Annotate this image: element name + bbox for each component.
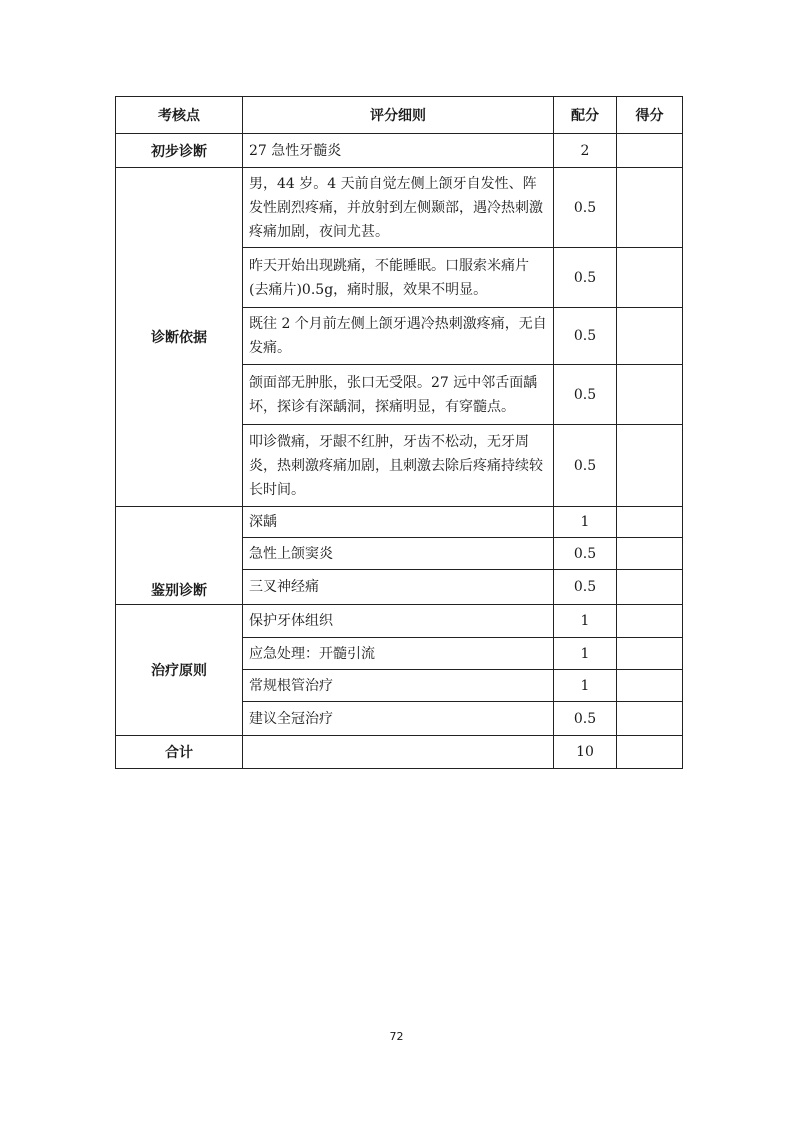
criterion-text: 昨天开始出现跳痛，不能睡眠。口服索米痛片(去痛片)0.5g，痛时服，效果不明显。 — [243, 248, 554, 308]
section-label: 治疗原则 — [116, 605, 243, 736]
header-row — [116, 97, 683, 134]
table-body — [116, 134, 683, 769]
criterion-text: 保护牙体组织 — [243, 605, 554, 638]
score-value: 1 — [554, 507, 617, 538]
criterion-text: 应急处理：开髓引流 — [243, 638, 554, 670]
criterion-text: 急性上颌窦炎 — [243, 538, 554, 570]
score-value: 0.5 — [554, 702, 617, 736]
score-value: 0.5 — [554, 365, 617, 425]
got-cell[interactable] — [617, 605, 683, 638]
got-cell[interactable] — [617, 248, 683, 308]
got-cell[interactable] — [617, 538, 683, 570]
criterion-text: 男，44 岁。4 天前自觉左侧上颌牙自发性、阵发性剧烈疼痛，并放射到左侧颞部，遇冷热刺激疼痛加剧，夜间尤甚。 — [243, 168, 554, 248]
score-value: 0.5 — [554, 168, 617, 248]
criterion-text: 27 急性牙髓炎 — [243, 134, 554, 168]
criterion-text: 常规根管治疗 — [243, 670, 554, 702]
criterion-text: 建议全冠治疗 — [243, 702, 554, 736]
table-row — [116, 605, 683, 638]
got-cell[interactable] — [617, 507, 683, 538]
got-cell[interactable] — [617, 425, 683, 507]
table-row — [116, 168, 683, 248]
score-value: 1 — [554, 670, 617, 702]
scoring-table-container — [115, 96, 682, 769]
header-detail: 评分细则 — [243, 97, 554, 134]
header-score: 配分 — [554, 97, 617, 134]
section-label: 诊断依据 — [116, 168, 243, 507]
got-cell[interactable] — [617, 365, 683, 425]
score-value: 0.5 — [554, 570, 617, 605]
table-row — [116, 507, 683, 538]
header-point: 考核点 — [116, 97, 243, 134]
total-label: 合计 — [116, 736, 243, 769]
table-row — [116, 134, 683, 168]
section-label: 初步诊断 — [116, 134, 243, 168]
got-cell[interactable] — [617, 168, 683, 248]
score-value: 0.5 — [554, 248, 617, 308]
criterion-text: 深龋 — [243, 507, 554, 538]
criterion-text: 三叉神经痛 — [243, 570, 554, 605]
got-cell[interactable] — [617, 570, 683, 605]
criterion-text: 颌面部无肿胀，张口无受限。27 远中邻舌面龋坏，探诊有深龋洞，探痛明显，有穿髓点。 — [243, 365, 554, 425]
score-value: 0.5 — [554, 425, 617, 507]
total-score: 10 — [554, 736, 617, 769]
header-got: 得分 — [617, 97, 683, 134]
total-row — [116, 736, 683, 769]
score-value: 0.5 — [554, 538, 617, 570]
scoring-table — [115, 96, 683, 769]
got-cell[interactable] — [617, 638, 683, 670]
total-detail — [243, 736, 554, 769]
got-cell[interactable] — [617, 308, 683, 365]
score-value: 1 — [554, 605, 617, 638]
got-cell[interactable] — [617, 702, 683, 736]
score-value: 2 — [554, 134, 617, 168]
got-cell[interactable] — [617, 670, 683, 702]
score-value: 1 — [554, 638, 617, 670]
total-got-cell[interactable] — [617, 736, 683, 769]
page-number: 72 — [389, 1030, 404, 1043]
section-label: 鉴别诊断 — [116, 507, 243, 605]
got-cell[interactable] — [617, 134, 683, 168]
criterion-text: 叩诊微痛，牙龈不红肿，牙齿不松动，无牙周炎，热刺激疼痛加剧，且刺激去除后疼痛持续较长时间。 — [243, 425, 554, 507]
criterion-text: 既往 2 个月前左侧上颌牙遇冷热刺激疼痛，无自发痛。 — [243, 308, 554, 365]
score-value: 0.5 — [554, 308, 617, 365]
